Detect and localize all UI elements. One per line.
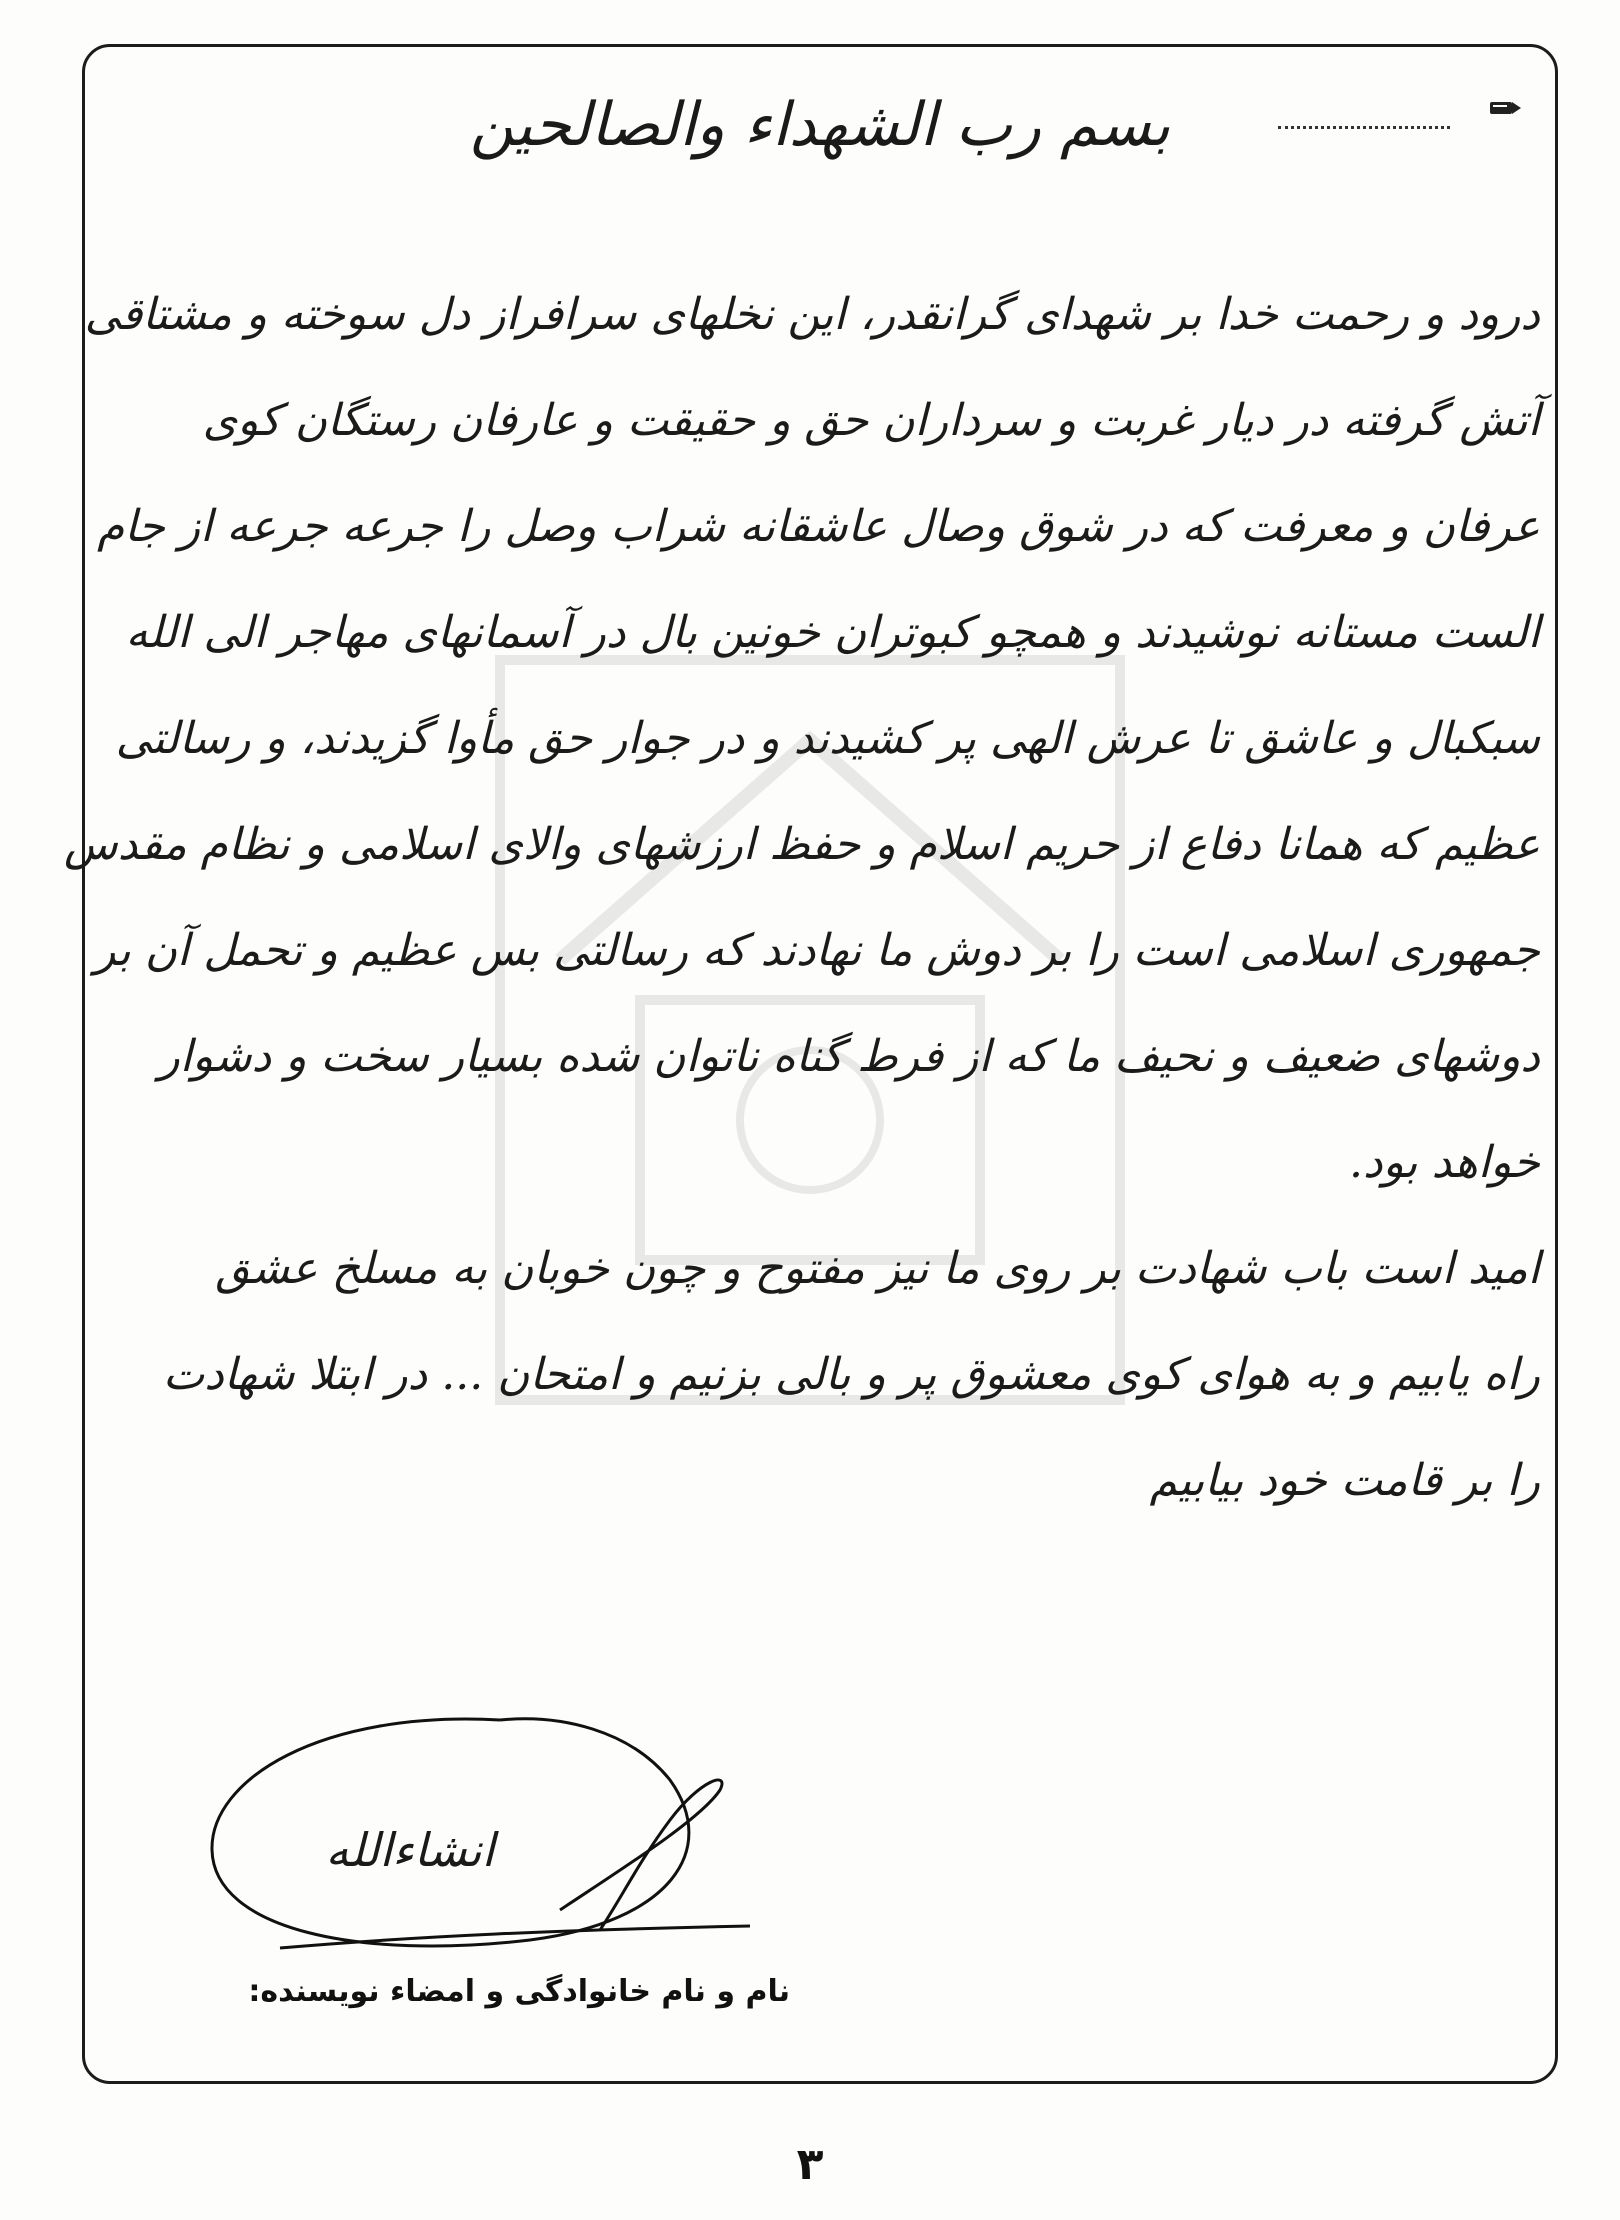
page-heading: بسم رب الشهداء والصالحین	[469, 90, 1171, 160]
letter-line: درود و رحمت خدا بر شهدای گرانقدر، این نخلهای سرافراز دل سوخته و مشتاقی	[84, 289, 1540, 340]
letter-line: را بر قامت خود بیابیم	[1149, 1455, 1540, 1506]
letter-line: امید است باب شهادت بر روی ما نیز مفتوح و چون خوبان به مسلخ عشق	[215, 1243, 1540, 1294]
letter-line: سبکبال و عاشق تا عرش الهی پر کشیدند و در جوار حق مأوا گزیدند، و رسالتی	[115, 713, 1540, 764]
letter-line: راه یابیم و به هوای کوی معشوق پر و بالی بزنیم و امتحان ... در ابتلا شهادت	[162, 1349, 1540, 1400]
letter-line: الست مستانه نوشیدند و همچو کبوتران خونین بال در آسمانهای مهاجر الی الله	[125, 607, 1540, 658]
letter-line: جمهوری اسلامی است را بر دوش ما نهادند که رسالتی بس عظیم و تحمل آن بر	[94, 925, 1540, 976]
author-name-signature-label: نام و نام خانوادگی و امضاء نویسنده:	[248, 1974, 790, 2009]
letter-line: عظیم که همانا دفاع از حریم اسلام و حفظ ارزشهای والای اسلامی و نظام مقدس	[64, 819, 1540, 870]
letter-line: خواهد بود.	[1349, 1137, 1540, 1188]
pen-icon	[1488, 96, 1522, 120]
letter-body	[64, 262, 1540, 1534]
letter-line: آتش گرفته در دیار غربت و سرداران حق و حقیقت و عارفان رستگان کوی	[202, 395, 1540, 446]
letter-line: دوشهای ضعیف و نحیف ما که از فرط گناه ناتوان شده بسیار سخت و دشوار	[158, 1031, 1540, 1082]
signature-text: انشاءالله	[325, 1823, 495, 1877]
letter-line: عرفان و معرفت که در شوق وصال عاشقانه شراب وصل را جرعه جرعه از جام	[97, 501, 1540, 552]
page-number: ۳	[796, 2139, 824, 2190]
